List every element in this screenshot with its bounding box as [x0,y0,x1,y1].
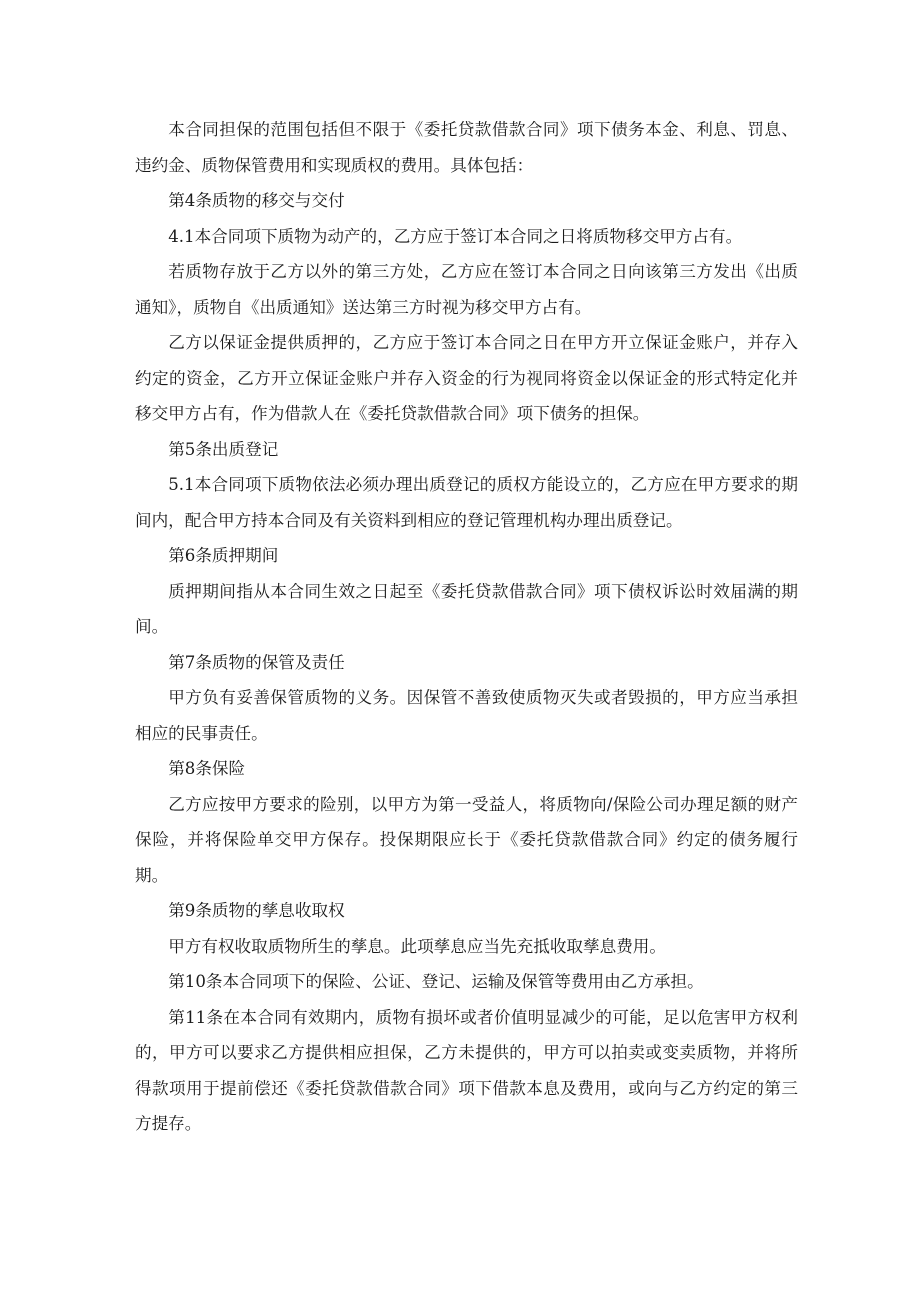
heading-article-9: 第9条质物的孳息收取权 [168,901,345,920]
paragraph-insurance: 乙方应按甲方要求的险别，以甲方为第一受益人，将质物向/保险公司办理足额的财产保险，并将保险单交甲方保存。投保期限应长于《委托贷款借款合同》约定的债务履行期。 [135,794,798,885]
paragraph-4-1: 4.1本合同项下质物为动产的，乙方应于签订本合同之日将质物移交甲方占有。 [168,226,743,246]
paragraph-article-10: 第10条本合同项下的保险、公证、登记、运输及保管等费用由乙方承担。 [168,972,704,991]
paragraph-scope: 本合同担保的范围包括但不限于《委托贷款借款合同》项下债务本金、利息、罚息、违约金、质物保管费用和实现质权的费用。具体包括： [135,120,798,175]
heading-article-5: 第5条出质登记 [168,439,279,459]
heading-article-6: 第6条质押期间 [168,546,279,565]
heading-article-4: 第4条质物的移交与交付 [168,191,345,210]
paragraph-pledge-period: 质押期间指从本合同生效之日起至《委托贷款借款合同》项下债权诉讼时效届满的期间。 [135,581,798,636]
heading-article-8: 第8条保险 [168,759,246,778]
paragraph-custody-duty: 甲方负有妥善保管质物的义务。因保管不善致使质物灭失或者毁损的，甲方应当承担相应的民事责任。 [135,688,798,743]
paragraph-fruits: 甲方有权收取质物所生的孳息。此项孳息应当先充抵收取孳息费用。 [168,936,666,956]
paragraph-article-11: 第11条在本合同有效期内，质物有损坏或者价值明显减少的可能，足以危害甲方权利的，甲方可以要求乙方提供相应担保，乙方未提供的，甲方可以拍卖或变卖质物，并将所得款项用于提前偿还《委托贷款借款合同》项下借款本息及费用，或向与乙方约定的第三方提存。 [135,1007,798,1133]
heading-article-7: 第7条质物的保管及责任 [168,652,345,672]
paragraph-security-deposit: 乙方以保证金提供质押的，乙方应于签订本合同之日在甲方开立保证金账户，并存入约定的资金，乙方开立保证金账户并存入资金的行为视同将资金以保证金的形式特定化并移交甲方占有，作为借款人在《委托贷款借款合同》项下债务的担保。 [135,333,798,423]
paragraph-5-1: 5.1本合同项下质物依法必须办理出质登记的质权方能设立的，乙方应在甲方要求的期间内，配合甲方持本合同及有关资料到相应的登记管理机构办理出质登记。 [135,475,798,530]
paragraph-third-party-storage: 若质物存放于乙方以外的第三方处，乙方应在签订本合同之日向该第三方发出《出质通知》，质物自《出质通知》送达第三方时视为移交甲方占有。 [135,262,798,317]
